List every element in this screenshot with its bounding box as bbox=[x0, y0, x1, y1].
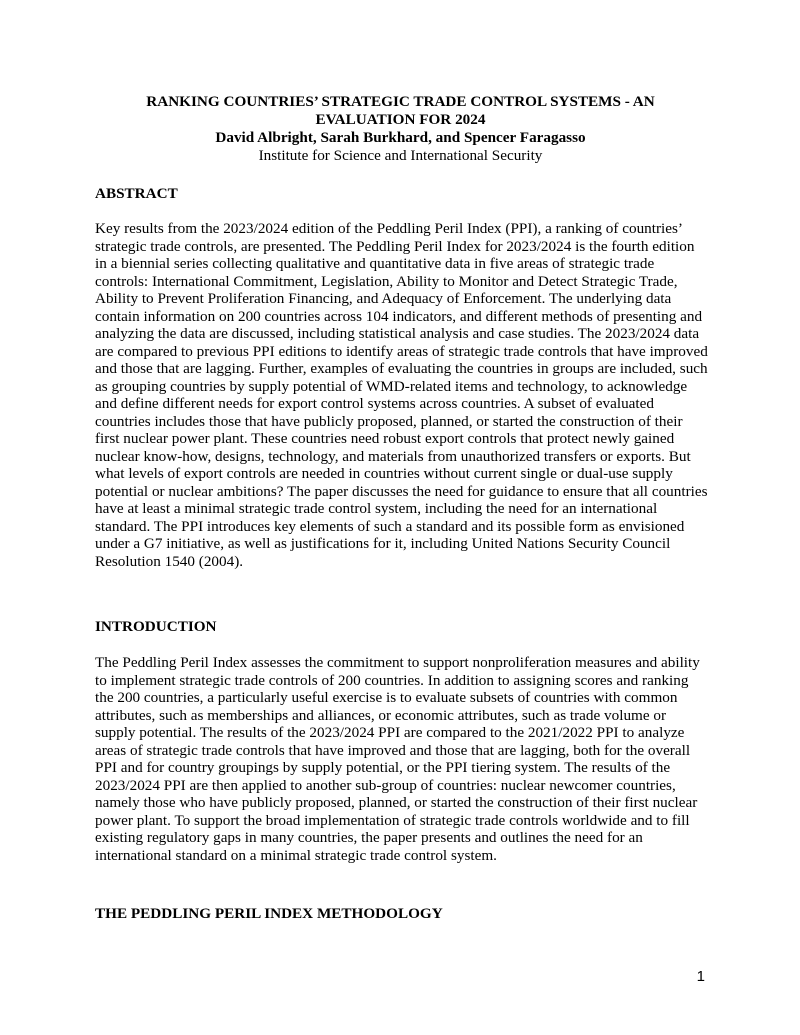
abstract-paragraph: Key results from the 2023/2024 edition of the Peddling Peril Index (PPI), a ranking of countries’ strategic trade controls, are presented. The Peddling Peril Index for 2023/2024 is the fourth edition in a biennial series collecting qualitative and quantitative data in five areas of strategic trade controls: International Commitment, Legislation, Ability to Monitor and Detect Strategic Trade, Ability to Prevent Proliferation Financing, and Adequacy of Enforcement. The underlying data contain information on 200 countries across 104 indicators, and different methods of presenting and analyzing the data are discussed, including statistical analysis and case studies. The 2023/2024 data are compared to previous PPI editions to identify areas of strategic trade controls that have improved and those that are lagging. Further, examples of evaluating the countries in groups are included, such as grouping countries by supply potential of WMD-related items and technology, to acknowledge and define different needs for export control systems across countries. A subset of evaluated countries includes those that have publicly proposed, planned, or started the construction of their first nuclear power plant. These countries need robust export controls that protect newly gained nuclear know-how, designs, technology, and materials from unauthorized transfers or exports. But what levels of export controls are needed in countries without current single or dual-use supply potential or nuclear ambitions? The paper discusses the need for guidance to ensure that all countries have at least a minimal strategic trade control system, including the need for an international standard. The PPI introduces key elements of such a standard and its possible form as envisioned under a G7 initiative, as well as justifications for it, including United Nations Security Council Resolution 1540 (2004). bbox=[95, 220, 708, 570]
paper-affiliation: Institute for Science and International Security bbox=[258, 147, 543, 164]
page-number: 1 bbox=[696, 968, 705, 985]
paper-title-line-2: EVALUATION FOR 2024 bbox=[315, 111, 486, 128]
abstract-heading: ABSTRACT bbox=[95, 185, 178, 202]
paper-authors: David Albright, Sarah Burkhard, and Spencer Faragasso bbox=[215, 129, 586, 146]
title-block bbox=[95, 93, 706, 165]
methodology-heading: THE PEDDLING PERIL INDEX METHODOLOGY bbox=[95, 905, 443, 922]
introduction-paragraph: The Peddling Peril Index assesses the commitment to support nonproliferation measures and ability to implement strategic trade controls of 200 countries. In addition to assigning scores and ranking the 200 countries, a particularly useful exercise is to evaluate subsets of countries with common attributes, such as memberships and alliances, or economic attributes, such as trade volume or supply potential. The results of the 2023/2024 PPI are compared to the 2021/2022 PPI to analyze areas of strategic trade controls that have improved and those that are lagging, both for the overall PPI and for country groupings by supply potential, or the PPI tiering system. The results of the 2023/2024 PPI are then applied to another sub-group of countries: nuclear newcomer countries, namely those who have publicly proposed, planned, or started the construction of their first nuclear power plant. To support the broad implementation of strategic trade controls worldwide and to fill existing regulatory gaps in many countries, the paper presents and outlines the need for an international standard on a minimal strategic trade control system. bbox=[95, 654, 700, 864]
paper-title-line-1: RANKING COUNTRIES’ STRATEGIC TRADE CONTROL SYSTEMS - AN bbox=[146, 93, 655, 110]
introduction-heading: INTRODUCTION bbox=[95, 618, 217, 635]
